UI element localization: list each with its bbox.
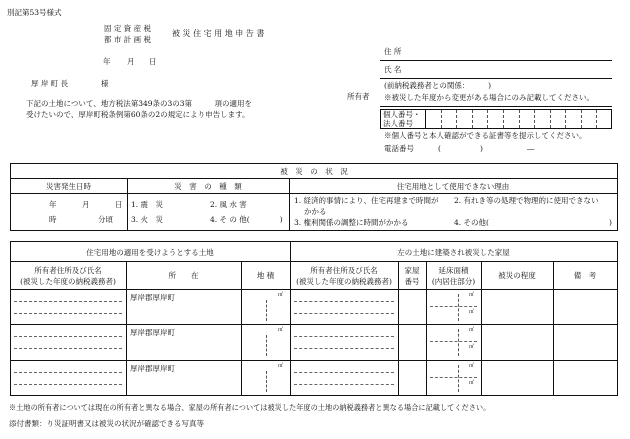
house-number-input[interactable]: [400, 362, 424, 393]
status-date-day: 日: [115, 200, 123, 209]
personal-number-cell-divider: [596, 110, 597, 128]
land-colhead-divider: [10, 289, 618, 290]
floor-area-decimal-divider: [458, 329, 459, 356]
land-location: 厚岸郡厚岸町: [130, 293, 175, 302]
col-location: 所 在: [168, 271, 199, 280]
form-number: 別記第53号様式: [7, 8, 62, 17]
land-location: 厚岸郡厚岸町: [130, 328, 175, 337]
land-area-unit: ㎡: [278, 292, 284, 298]
col-house-owner-1: 所有者住所及び氏名: [310, 266, 378, 275]
status-time-hour: 時: [49, 215, 57, 224]
land-col-divider-5: [481, 261, 482, 395]
status-header-divider: [10, 178, 618, 179]
owner-section-label: 所有者: [347, 92, 370, 101]
owner-input[interactable]: [12, 362, 124, 393]
status-col-type: 災 害 の 種 類: [174, 182, 242, 191]
house-owner-input[interactable]: [292, 362, 396, 393]
personal-number-cell-divider: [487, 110, 488, 128]
document-title: 被 災 住 宅 用 地 申 告 書: [172, 29, 265, 38]
land-col-divider-2: [241, 261, 242, 395]
floor-area-unit: ㎡: [469, 363, 475, 369]
house-number-input[interactable]: [400, 291, 424, 322]
status-col-date: 災害発生日時: [46, 182, 91, 191]
owner-name-line: [380, 78, 612, 79]
col-damage: 被災の程度: [498, 271, 536, 280]
land-area-input[interactable]: [243, 299, 288, 320]
date-month-label: 月: [127, 57, 135, 66]
damage-input[interactable]: [483, 291, 551, 322]
owner-relation-label: (前納税義務者との関係： ): [384, 81, 492, 90]
disaster-type-other[interactable]: 4. そ の 他( ): [210, 215, 283, 224]
owner-input[interactable]: [12, 291, 124, 322]
col-house-no-1: 家屋: [404, 266, 420, 275]
floor-area-living-unit: ㎡: [469, 309, 475, 315]
personal-number-label-1: 個人番号・: [383, 110, 421, 119]
reason-option-1[interactable]: 1. 経済的事情により、住宅再建まで時間が: [294, 196, 439, 205]
reason-option-4-close: ): [609, 218, 612, 227]
owner-phone-label: 電話番号: [384, 144, 414, 153]
disaster-type-earthquake[interactable]: 1. 震 災: [131, 200, 164, 209]
title-tax-line1: 固 定 資 産 税: [104, 24, 152, 33]
col-floor-area-1: 延床面積: [438, 266, 469, 275]
col-remarks: 備 考: [573, 271, 597, 280]
personal-number-cell-divider: [472, 110, 473, 128]
status-top-border: [10, 163, 618, 164]
owner-input[interactable]: [12, 326, 124, 357]
personal-number-cell-divider: [550, 110, 551, 128]
reason-option-4[interactable]: 4. その他(: [454, 218, 489, 227]
floor-area-unit: ㎡: [469, 327, 475, 333]
floor-area-split-dash: [430, 306, 477, 307]
land-col-divider-6: [553, 261, 554, 395]
owner-phone-paren-close: ): [480, 144, 483, 153]
personal-number-cell-divider: [565, 110, 566, 128]
owner-relation-note: ※被災した年度から変更がある場合にのみ記載してください。: [384, 93, 594, 102]
date-day-label: 日: [149, 57, 157, 66]
status-date-year: 年: [49, 200, 57, 209]
date-year-label: 年: [103, 57, 111, 66]
footnote-attachment: 添付書類：り災証明書又は被災の状況が確認できる写真等: [9, 419, 204, 428]
personal-number-cell-divider: [441, 110, 442, 128]
land-center-divider: [290, 241, 291, 395]
land-right-border: [617, 241, 618, 395]
personal-number-label-2: 法人番号: [383, 119, 413, 128]
owner-id-note: ※個人番号と本人確認ができる証書等を提示してください。: [384, 131, 587, 140]
floor-area-split-dash: [430, 341, 477, 342]
status-date-month: 月: [82, 200, 90, 209]
land-bottom-border: [10, 395, 618, 396]
floor-area-unit: ㎡: [469, 292, 475, 298]
col-floor-area-2: (内居住部分): [431, 277, 476, 286]
land-location: 厚岸郡厚岸町: [130, 364, 175, 373]
land-left-header: 住宅用地の適用を受けようとする土地: [86, 248, 214, 257]
status-col-reason: 住宅用地として使用できない理由: [396, 182, 510, 191]
col-owner-1: 所有者住所及び氏名: [34, 266, 102, 275]
status-bottom-border: [10, 230, 618, 231]
col-house-no-2: 番号: [404, 277, 420, 286]
house-owner-input[interactable]: [292, 326, 396, 357]
personal-number-cell-divider: [581, 110, 582, 128]
reason-option-1-cont: かかる: [304, 207, 327, 216]
land-area-unit: ㎡: [278, 363, 284, 369]
remarks-input[interactable]: [555, 326, 615, 357]
personal-number-cell-divider: [503, 110, 504, 128]
disaster-type-storm-flood[interactable]: 2. 風 水 害: [210, 200, 247, 209]
intro-line2: 受けたいので、厚岸町税条例第60条の2の規定により申告します。: [26, 110, 250, 119]
land-area-unit: ㎡: [278, 327, 284, 333]
personal-number-cell-divider: [456, 110, 457, 128]
house-owner-input[interactable]: [292, 291, 396, 322]
intro-line1: 下記の土地について、地方税法第349条の3の3第 項の適用を: [26, 99, 253, 108]
land-right-header: 左の土地に建築され被災した家屋: [397, 248, 510, 257]
status-header: 被 災 の 状 況: [280, 167, 348, 176]
status-colhead-divider: [10, 193, 618, 194]
disaster-type-fire[interactable]: 3. 火 災: [131, 215, 164, 224]
col-area: 地 積: [256, 271, 275, 280]
land-left-border: [10, 241, 11, 395]
floor-area-decimal-divider: [458, 365, 459, 392]
land-top-border: [10, 241, 618, 242]
col-house-owner-2: (被災した年度の納税義務者): [296, 277, 392, 286]
personal-number-cell-divider: [519, 110, 520, 128]
land-row-divider-1: [10, 324, 618, 325]
land-area-input[interactable]: [243, 370, 288, 391]
title-tax-line2: 都 市 計 画 税: [104, 35, 152, 44]
land-area-input[interactable]: [243, 334, 288, 355]
owner-name-label: 氏 名: [384, 65, 402, 74]
remarks-input[interactable]: [555, 291, 615, 322]
addressee-honorific: 様: [101, 79, 109, 88]
owner-relation-line: [380, 106, 612, 107]
col-owner-2: (被災した年度の納税義務者): [20, 277, 116, 286]
floor-area-living-unit: ㎡: [469, 380, 475, 386]
owner-address-label: 住 所: [384, 47, 402, 56]
addressee-name: 厚 岸 町 長: [31, 79, 69, 88]
reason-option-2[interactable]: 2. 有れき等の処理で物理的に使用できない: [454, 196, 599, 205]
status-time-minute: 分頃: [98, 215, 113, 224]
owner-phone-paren-open: (: [438, 144, 441, 153]
floor-area-split-dash: [430, 377, 477, 378]
land-row-divider-2: [10, 360, 618, 361]
footnote-owner-note: ※土地の所有者については現在の所有者と異なる場合、家屋の所有者については被災した年度の土地の納税義務者と異なる場合に記載してください。: [9, 403, 491, 412]
damage-input[interactable]: [483, 326, 551, 357]
house-number-input[interactable]: [400, 326, 424, 357]
land-col-divider-1: [126, 261, 127, 395]
personal-number-divider: [425, 109, 426, 129]
floor-area-decimal-divider: [458, 294, 459, 321]
damage-input[interactable]: [483, 362, 551, 393]
owner-phone-dash: ―: [527, 144, 535, 153]
remarks-input[interactable]: [555, 362, 615, 393]
land-header-divider: [10, 261, 618, 262]
owner-address-line: [380, 60, 612, 61]
reason-option-3[interactable]: 3. 権利関係の調整に時間がかかる: [294, 218, 409, 227]
floor-area-living-unit: ㎡: [469, 344, 475, 350]
personal-number-cell-divider: [534, 110, 535, 128]
